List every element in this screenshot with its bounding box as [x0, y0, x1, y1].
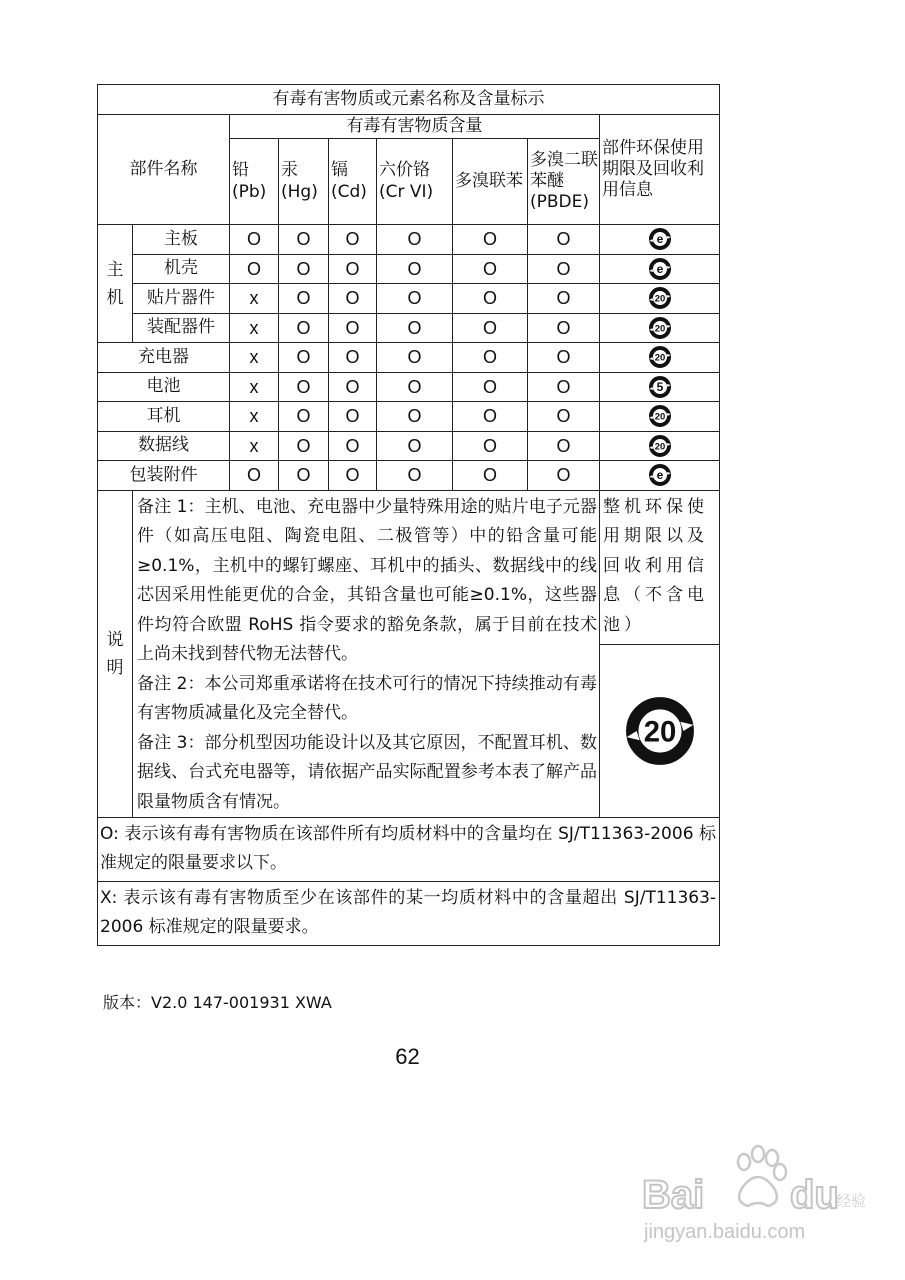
- substance-mark: O: [377, 431, 453, 461]
- substance-mark: O: [528, 284, 600, 314]
- notes-label: 说明: [98, 490, 133, 818]
- substance-mark: O: [377, 313, 453, 343]
- 20-year-icon: [648, 404, 672, 428]
- substance-mark: O: [279, 313, 329, 343]
- period-icon-cell: [600, 313, 720, 343]
- substance-mark: O: [528, 225, 600, 255]
- e-icon: [648, 257, 672, 281]
- part-name: 耳机: [98, 402, 230, 432]
- substance-mark: O: [329, 313, 377, 343]
- svg-text:du: du: [790, 1173, 839, 1217]
- col-header-pb: 铅 (Pb): [230, 139, 279, 225]
- substance-mark: x: [230, 313, 279, 343]
- period-icon-cell: [600, 402, 720, 432]
- substance-mark: x: [230, 343, 279, 373]
- substance-mark: O: [453, 313, 528, 343]
- substance-mark: O: [377, 225, 453, 255]
- substance-mark: x: [230, 372, 279, 402]
- period-icon-cell: [600, 225, 720, 255]
- table-row: [98, 313, 720, 343]
- substance-mark: O: [528, 313, 600, 343]
- svg-text:20: 20: [654, 411, 665, 423]
- note-1: 备注 1：主机、电池、充电器中少量特殊用途的贴片电子元器件（如高压电阻、陶瓷电阻、二极管等）中的铅含量可能≥0.1%，主机中的螺钉螺座、耳机中的插头、数据线中的线芯因采用性能更优的合金，其铅含量也可能≥0.1%，这些器件均符合欧盟 RoHS 指令要求的豁免条款，属于目前在技术上尚未找到替代物无法替代。: [137, 496, 597, 664]
- notes-cell: [133, 490, 600, 818]
- note-3: 备注 3：部分机型因功能设计以及其它原因，不配置耳机、数据线、台式充电器等，请依据产品实际配置参考本表了解产品限量物质含有情况。: [137, 732, 597, 812]
- group-label: 主机: [98, 225, 133, 343]
- version-text: 版本：V2.0 147-001931 XWA: [103, 993, 332, 1012]
- substance-mark: O: [329, 372, 377, 402]
- substance-mark: O: [279, 372, 329, 402]
- substance-mark: O: [453, 254, 528, 284]
- table-body: [98, 225, 720, 491]
- e-icon: [648, 463, 672, 487]
- 20-year-icon: [623, 694, 697, 768]
- whole-period-icon-cell: [600, 644, 720, 817]
- page-number: 62: [395, 1044, 420, 1069]
- substance-mark: O: [453, 225, 528, 255]
- substance-mark: O: [329, 461, 377, 491]
- substance-mark: O: [279, 225, 329, 255]
- substance-mark: O: [528, 343, 600, 373]
- substance-mark: O: [453, 372, 528, 402]
- substance-mark: O: [377, 372, 453, 402]
- col-header-cd: 镉 (Cd): [329, 139, 377, 225]
- part-name: 电池: [98, 372, 230, 402]
- watermark-url-text: jingyan.baidu.com: [644, 1221, 806, 1243]
- 20-year-icon: [648, 434, 672, 458]
- part-name-header: 部件名称: [98, 115, 230, 225]
- substance-mark: O: [279, 343, 329, 373]
- substance-mark: O: [453, 284, 528, 314]
- substance-mark: O: [528, 254, 600, 284]
- substance-mark: O: [377, 402, 453, 432]
- substance-group-header: 有毒有害物质含量: [230, 115, 600, 139]
- table-title: 有毒有害物质或元素名称及含量标示: [98, 85, 720, 115]
- e-icon: [648, 227, 672, 251]
- svg-text:20: 20: [643, 715, 676, 749]
- substance-mark: O: [230, 225, 279, 255]
- svg-text:e: e: [656, 232, 663, 247]
- substance-mark: O: [279, 254, 329, 284]
- legend-x: X: 表示该有毒有害物质至少在该部件的某一均质材料中的含量超出 SJ/T11363-2006 标准规定的限量要求。: [98, 882, 720, 946]
- table-row: [98, 431, 720, 461]
- substance-mark: O: [453, 402, 528, 432]
- table-row: [98, 225, 720, 255]
- period-icon-cell: [600, 343, 720, 373]
- substance-mark: x: [230, 284, 279, 314]
- table-row: [98, 372, 720, 402]
- part-name: 数据线: [98, 431, 230, 461]
- svg-text:20: 20: [654, 323, 665, 335]
- substance-mark: O: [453, 431, 528, 461]
- substance-mark: x: [230, 431, 279, 461]
- substance-mark: O: [230, 461, 279, 491]
- substance-mark: O: [377, 461, 453, 491]
- period-icon-cell: [600, 461, 720, 491]
- svg-text:20: 20: [654, 352, 665, 364]
- table-row: [98, 402, 720, 432]
- whole-period-text: 整机环保使用期限以及回收利用信息（不含电池）: [600, 490, 720, 644]
- period-icon-cell: [600, 284, 720, 314]
- substance-mark: O: [329, 225, 377, 255]
- part-name: 贴片器件: [133, 284, 230, 314]
- svg-text:e: e: [656, 261, 663, 276]
- period-header: 部件环保使用期限及回收利用信息: [600, 115, 720, 225]
- substance-mark: O: [329, 402, 377, 432]
- substance-mark: O: [377, 343, 453, 373]
- 5-year-icon: [648, 375, 672, 399]
- part-name: 包装附件: [98, 461, 230, 491]
- part-name: 主板: [133, 225, 230, 255]
- 20-year-icon: [648, 316, 672, 340]
- col-header-pbb: 多溴联苯: [453, 139, 528, 225]
- substance-mark: O: [377, 284, 453, 314]
- 20-year-icon: [648, 286, 672, 310]
- baidu-watermark: [640, 1140, 870, 1250]
- table-row: [98, 461, 720, 491]
- hazardous-substance-table: [97, 84, 720, 946]
- part-name: 装配器件: [133, 313, 230, 343]
- watermark-logo-text: Bai: [642, 1173, 705, 1217]
- legend-o: O: 表示该有毒有害物质在该部件所有均质材料中的含量均在 SJ/T11363-2006 标准规定的限量要求以下。: [98, 818, 720, 882]
- substance-mark: O: [329, 284, 377, 314]
- substance-mark: O: [279, 402, 329, 432]
- substance-mark: O: [377, 254, 453, 284]
- col-header-pbde: 多溴二联苯醚 (PBDE): [528, 139, 600, 225]
- period-icon-cell: [600, 254, 720, 284]
- col-header-crvi: 六价铬 (Cr VI): [377, 139, 453, 225]
- substance-mark: O: [453, 461, 528, 491]
- table-row: [98, 254, 720, 284]
- substance-mark: O: [329, 343, 377, 373]
- substance-mark: O: [279, 431, 329, 461]
- table-row: [98, 343, 720, 373]
- svg-text:20: 20: [654, 293, 665, 305]
- substance-mark: O: [329, 431, 377, 461]
- substance-mark: O: [528, 372, 600, 402]
- svg-text:经验: 经验: [836, 1192, 867, 1210]
- svg-text:5: 5: [656, 379, 663, 394]
- note-2: 备注 2：本公司郑重承诺将在技术可行的情况下持续推动有毒有害物质减量化及完全替代。: [137, 673, 597, 723]
- substance-mark: O: [528, 431, 600, 461]
- substance-mark: x: [230, 402, 279, 432]
- period-icon-cell: [600, 431, 720, 461]
- svg-text:20: 20: [654, 441, 665, 453]
- part-name: 机壳: [133, 254, 230, 284]
- svg-text:e: e: [656, 468, 663, 483]
- substance-mark: O: [528, 461, 600, 491]
- substance-mark: O: [329, 254, 377, 284]
- table-row: [98, 284, 720, 314]
- substance-mark: O: [230, 254, 279, 284]
- part-name: 充电器: [98, 343, 230, 373]
- substance-mark: O: [453, 343, 528, 373]
- col-header-hg: 汞 (Hg): [279, 139, 329, 225]
- 20-year-icon: [648, 345, 672, 369]
- substance-mark: O: [279, 284, 329, 314]
- substance-mark: O: [528, 402, 600, 432]
- substance-mark: O: [279, 461, 329, 491]
- period-icon-cell: [600, 372, 720, 402]
